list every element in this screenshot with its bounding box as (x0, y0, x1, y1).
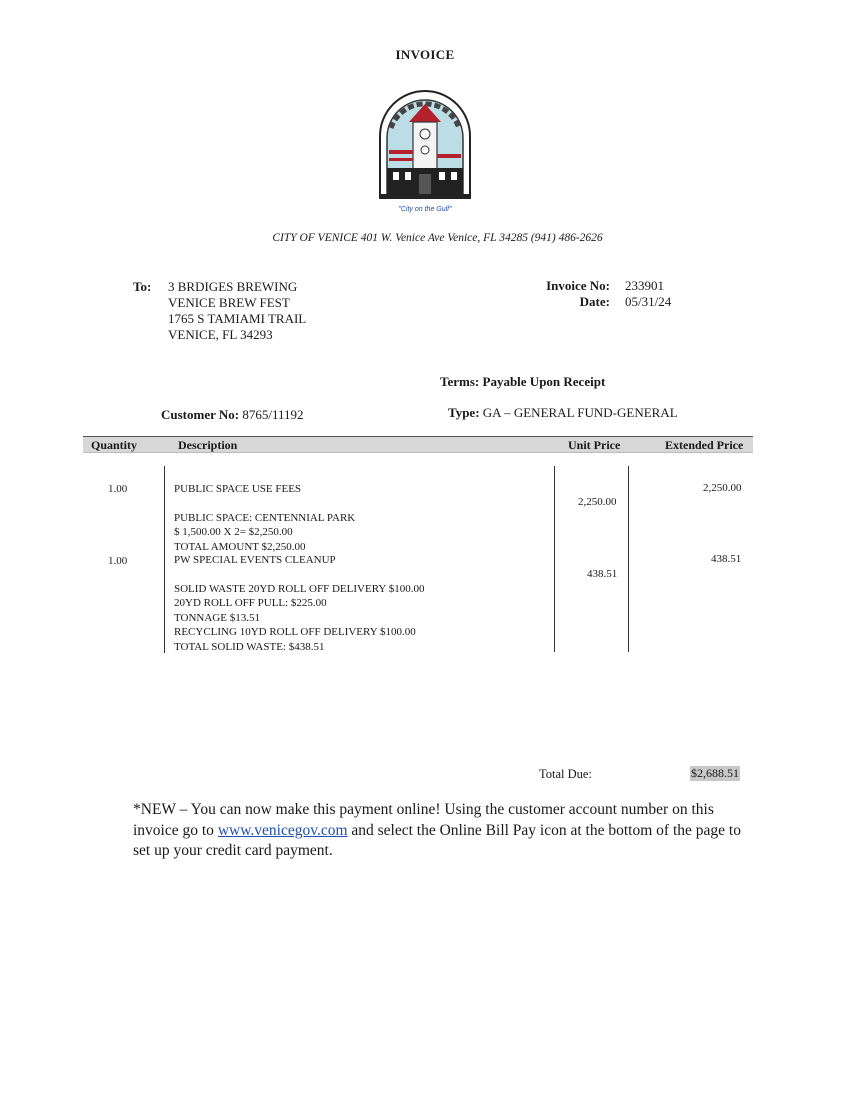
fund-type-value: GA – GENERAL FUND-GENERAL (482, 405, 678, 420)
customer-number-label: Customer No: (161, 407, 240, 422)
invoice-date: 05/31/24 (625, 294, 672, 309)
invoice-title: INVOICE (395, 47, 455, 62)
fund-type-label: Type: (448, 405, 480, 420)
description-line: PW SPECIAL EVENTS CLEANUP (174, 554, 336, 566)
logo-tagline: "City on the Gulf" (398, 206, 452, 213)
description-line: 20YD ROLL OFF PULL: $225.00 (174, 597, 327, 609)
row-2-description (174, 553, 424, 654)
city-of-venice-seal-icon (375, 88, 475, 218)
description-line: TOTAL AMOUNT $2,250.00 (174, 540, 306, 553)
bill-to-line: VENICE BREW FEST (168, 295, 290, 310)
terms-value: Payable Upon Receipt (482, 374, 606, 389)
row-2-unit-price: 438.51 (587, 568, 618, 580)
terms-label: Terms: (440, 374, 480, 389)
description-line: PUBLIC SPACE: CENTENNIAL PARK (174, 511, 356, 524)
description-line: SOLID WASTE 20YD ROLL OFF DELIVERY $100.00 (174, 582, 425, 595)
invoice-date-label: Date: (579, 294, 610, 309)
description-line (174, 568, 424, 582)
header-description: Description (178, 438, 238, 452)
terms (440, 374, 605, 390)
city-address: CITY OF VENICE 401 W. Venice Ave Venice, FL 34285 (941) 486-2626 (272, 232, 603, 244)
column-divider-unit-price (554, 466, 555, 652)
invoice-meta-values (625, 278, 671, 310)
column-divider-description (164, 466, 165, 653)
customer-number-value: 8765/11192 (242, 407, 304, 422)
note-text-before: *NEW – You can now make this payment online! Using the customer account number on this invoice go to (133, 801, 714, 839)
total-due-label: Total Due: (539, 767, 592, 781)
bill-to-line: 1765 S TAMIAMI TRAIL (168, 311, 307, 326)
column-divider-extended-price (628, 466, 629, 652)
online-payment-note (133, 800, 753, 862)
venicegov-link[interactable]: www.venicegov.com (217, 821, 348, 839)
header-extended-price: Extended Price (665, 438, 744, 452)
row-1-quantity: 1.00 (108, 483, 128, 495)
invoice-meta-labels (520, 278, 610, 310)
total-due-amount: $2,688.51 (691, 766, 739, 780)
bill-to-label: To: (133, 279, 152, 294)
row-1-unit-price: 2,250.00 (578, 496, 617, 508)
fund-type (448, 405, 678, 421)
row-2-quantity: 1.00 (108, 555, 128, 567)
description-line: RECYCLING 10YD ROLL OFF DELIVERY $100.00 (174, 626, 416, 638)
description-line (174, 497, 355, 511)
row-2-extended-price: 438.51 (711, 553, 742, 565)
header-quantity: Quantity (91, 438, 138, 452)
invoice-number-label: Invoice No: (546, 278, 610, 293)
description-line: $ 1,500.00 X 2= $2,250.00 (174, 526, 293, 538)
row-1-description (174, 482, 355, 554)
invoice-number: 233901 (625, 278, 664, 293)
description-line: TOTAL SOLID WASTE: $438.51 (174, 640, 325, 653)
bill-to-address (168, 279, 306, 343)
row-1-extended-price: 2,250.00 (703, 482, 742, 494)
bill-to-line: 3 BRDIGES BREWING (168, 279, 298, 294)
customer-number (161, 407, 304, 423)
description-line: PUBLIC SPACE USE FEES (174, 483, 302, 495)
note-text-after: and select the Online Bill Pay icon at the bottom of the page to set up your credit card payment. (133, 821, 741, 859)
bill-to-line: VENICE, FL 34293 (168, 327, 273, 342)
description-line: TONNAGE $13.51 (174, 611, 260, 624)
header-unit-price: Unit Price (568, 438, 621, 452)
